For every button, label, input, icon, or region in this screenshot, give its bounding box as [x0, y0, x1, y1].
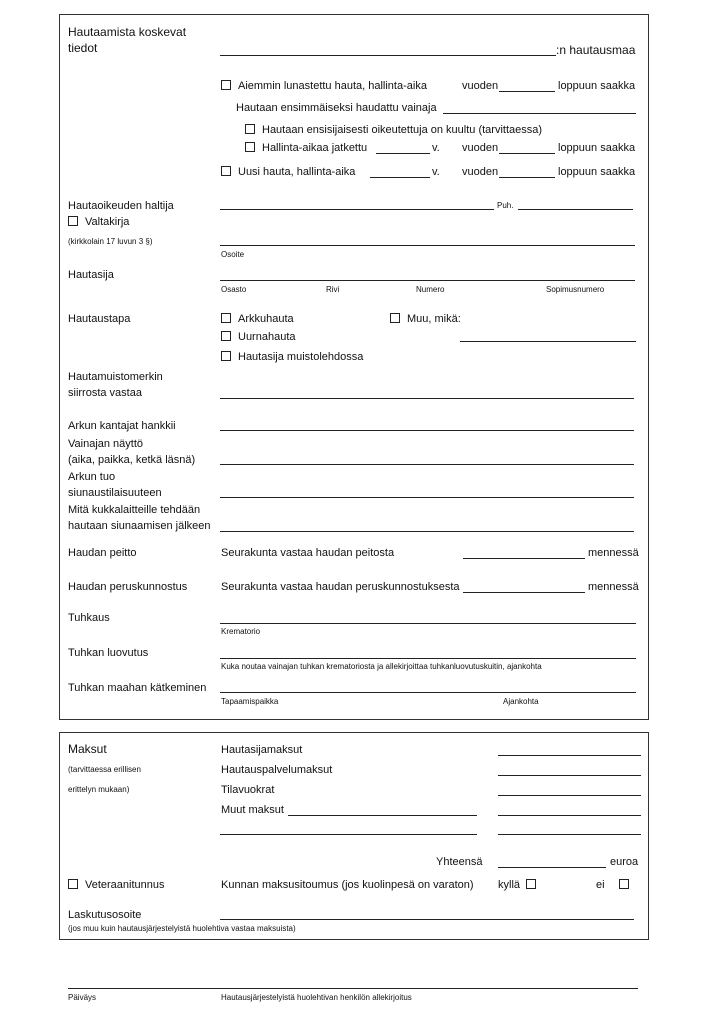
coffin-to-label-2: siunaustilaisuuteen — [68, 487, 162, 499]
first-buried-label: Hautaan ensimmäiseksi haudattu vainaja — [236, 102, 437, 114]
phone-field[interactable] — [518, 209, 633, 210]
first-buried-field[interactable] — [443, 113, 636, 114]
option-proxy[interactable]: Valtakirja — [68, 216, 129, 228]
ash-release-field[interactable] — [220, 658, 636, 659]
option-other[interactable]: Muu, mikä: — [390, 313, 461, 325]
payments-note-1: (tarvittaessa erillisen — [68, 765, 141, 774]
flowers-label-1: Mitä kukkalaitteille tehdään — [68, 504, 201, 516]
ash-release-label: Tuhkan luovutus — [68, 647, 149, 659]
law-reference: (kirkkolain 17 luvun 3 §) — [68, 237, 153, 246]
checkbox-extended[interactable] — [245, 142, 255, 152]
payments-note-2: erittelyn mukaan) — [68, 785, 130, 794]
coffin-to-field[interactable] — [220, 497, 634, 498]
option-heirs-consulted[interactable]: Hautaan ensisijaisesti oikeutettuja on kuultu (tarvittaessa) — [245, 124, 542, 136]
flowers-label-2: hautaan siunaamisen jälkeen — [68, 520, 211, 532]
holder-label: Hautaoikeuden haltija — [68, 200, 174, 212]
billing-note: (jos muu kuin hautausjärjestelyistä huolehtiva vastaa maksuista) — [68, 924, 296, 933]
option-commitment-yes[interactable]: kyllä — [498, 879, 536, 891]
v-label: v. — [432, 142, 440, 154]
checkbox-redeemed[interactable] — [221, 80, 231, 90]
covering-by-label: mennessä — [588, 547, 639, 559]
viewing-label-2: (aika, paikka, ketkä läsnä) — [68, 454, 196, 466]
checkbox-heirs-consulted[interactable] — [245, 124, 255, 134]
service-fees-label: Hautauspalvelumaksut — [221, 764, 333, 776]
commitment-label: Kunnan maksusitoumus (jos kuolinpesä on varaton) — [221, 879, 474, 891]
burial-info-section — [59, 14, 649, 720]
date-caption: Päiväys — [68, 993, 97, 1002]
method-label: Hautaustapa — [68, 313, 131, 325]
viewing-field[interactable] — [220, 464, 634, 465]
grave-field[interactable] — [220, 280, 635, 281]
viewing-label-1: Vainajan näyttö — [68, 438, 144, 450]
grave-number-caption: Numero — [416, 285, 445, 294]
parish-suffix: :n hautausmaa — [556, 43, 636, 57]
grave-row-caption: Rivi — [326, 285, 340, 294]
other-fees-label: Muut maksut — [221, 804, 284, 816]
restoration-date-field[interactable] — [463, 592, 585, 593]
signature-line[interactable] — [68, 988, 638, 989]
checkbox-new[interactable] — [221, 166, 231, 176]
option-new[interactable]: Uusi hauta, hallinta-aika — [221, 166, 355, 178]
grave-fees-field[interactable] — [498, 755, 641, 756]
ash-burial-time-caption: Ajankohta — [503, 697, 539, 706]
grave-fees-label: Hautasijamaksut — [221, 744, 303, 756]
option-coffin[interactable]: Arkkuhauta — [221, 313, 294, 325]
extended-until-field[interactable] — [499, 153, 555, 154]
meeting-place-caption: Tapaamispaikka — [221, 697, 279, 706]
grave-label: Hautasija — [68, 269, 114, 281]
until-end-label: loppuun saakka — [558, 80, 636, 92]
ash-burial-label: Tuhkan maahan kätkeminen — [68, 682, 207, 694]
checkbox-other[interactable] — [390, 313, 400, 323]
room-rent-label: Tilavuokrat — [221, 784, 275, 796]
payments-title: Maksut — [68, 742, 107, 756]
room-rent-field[interactable] — [498, 795, 641, 796]
ash-burial-field[interactable] — [220, 692, 636, 693]
option-extended[interactable]: Hallinta-aikaa jatkettu — [245, 142, 367, 154]
other-method-field[interactable] — [460, 341, 636, 342]
checkbox-proxy[interactable] — [68, 216, 78, 226]
checkbox-memorial-grove[interactable] — [221, 351, 231, 361]
restoration-label: Haudan peruskunnostus — [68, 581, 188, 593]
bearers-field[interactable] — [220, 430, 634, 431]
other-fees-field[interactable] — [498, 815, 641, 816]
billing-label: Laskutusosoite — [68, 909, 142, 921]
option-commitment-no[interactable]: ei — [596, 879, 629, 891]
checkbox-urn[interactable] — [221, 331, 231, 341]
payments-section — [59, 732, 649, 940]
address-field[interactable] — [220, 245, 635, 246]
other-fees-description-field[interactable] — [288, 815, 477, 816]
total-label: Yhteensä — [436, 856, 483, 868]
covering-date-field[interactable] — [463, 558, 585, 559]
memorial-move-label-1: Hautamuistomerkin — [68, 371, 163, 383]
year-label-3: vuoden — [462, 166, 499, 178]
new-year-field[interactable] — [370, 177, 430, 178]
new-until-field[interactable] — [499, 177, 555, 178]
checkbox-veteran[interactable] — [68, 879, 78, 889]
option-veteran[interactable]: Veteraanitunnus — [68, 879, 165, 891]
billing-address-field[interactable] — [220, 919, 634, 920]
currency-label: euroa — [610, 856, 639, 868]
crematorium-field[interactable] — [220, 623, 636, 624]
flowers-field[interactable] — [220, 531, 634, 532]
grave-section-caption: Osasto — [221, 285, 247, 294]
option-memorial-grove[interactable]: Hautasija muistolehdossa — [221, 351, 363, 363]
checkbox-commitment-no[interactable] — [619, 879, 629, 889]
checkbox-commitment-yes[interactable] — [526, 879, 536, 889]
extra-fee-description-field[interactable] — [220, 834, 477, 835]
year-label: vuoden — [462, 80, 499, 92]
v-label-2: v. — [432, 166, 440, 178]
option-redeemed[interactable]: Aiemmin lunastettu hauta, hallinta-aika — [221, 80, 427, 92]
until-end-label-3: loppuun saakka — [558, 166, 636, 178]
crematorium-caption: Krematorio — [221, 627, 261, 636]
restoration-text: Seurakunta vastaa haudan peruskunnostuksesta — [221, 581, 460, 593]
total-field[interactable] — [498, 867, 606, 868]
service-fees-field[interactable] — [498, 775, 641, 776]
covering-text: Seurakunta vastaa haudan peitosta — [221, 547, 395, 559]
covering-label: Haudan peitto — [68, 547, 137, 559]
cremation-label: Tuhkaus — [68, 612, 110, 624]
checkbox-coffin[interactable] — [221, 313, 231, 323]
holder-name-field[interactable] — [220, 209, 494, 210]
section-title-line2: tiedot — [68, 41, 98, 55]
coffin-to-label-1: Arkun tuo — [68, 471, 116, 483]
memorial-move-label-2: siirrosta vastaa — [68, 387, 142, 399]
address-caption: Osoite — [221, 250, 245, 259]
extra-fee-field[interactable] — [498, 834, 641, 835]
redeemed-year-field[interactable] — [499, 91, 555, 92]
grave-contract-caption: Sopimusnumero — [546, 285, 605, 294]
section-title-line1: Hautaamista koskevat — [68, 25, 187, 39]
ash-release-caption: Kuka noutaa vainajan tuhkan krematoriosta ja allekirjoittaa tuhkanluovutuskuitin, ajankohta — [221, 662, 542, 671]
until-end-label-2: loppuun saakka — [558, 142, 636, 154]
phone-label: Puh. — [497, 201, 514, 210]
signature-caption: Hautausjärjestelyistä huolehtivan henkilön allekirjoitus — [221, 993, 412, 1002]
restoration-by-label: mennessä — [588, 581, 639, 593]
bearers-label: Arkun kantajat hankkii — [68, 420, 176, 432]
extended-year-field[interactable] — [376, 153, 430, 154]
parish-name-field[interactable] — [220, 55, 556, 56]
year-label-2: vuoden — [462, 142, 499, 154]
memorial-move-field[interactable] — [220, 398, 634, 399]
option-urn[interactable]: Uurnahauta — [221, 331, 296, 343]
